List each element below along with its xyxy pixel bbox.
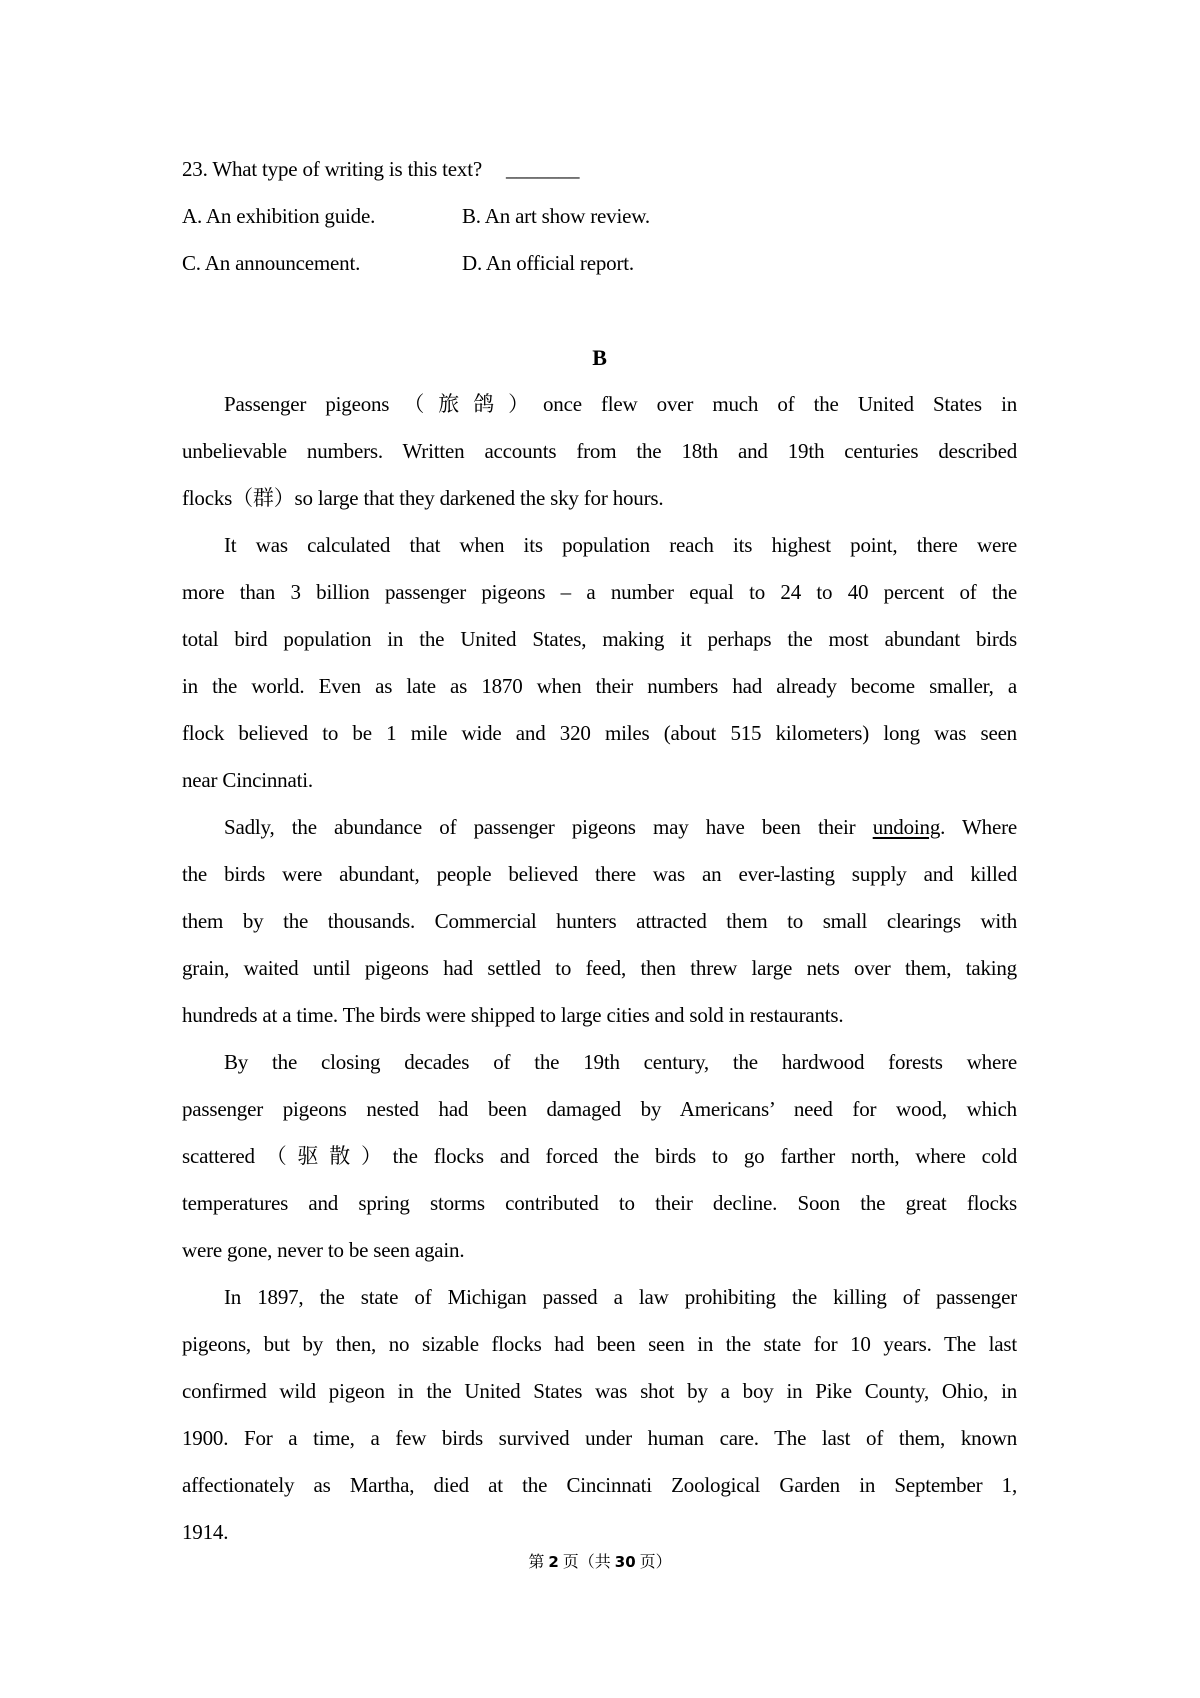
footer-total-pages: 30	[614, 1553, 636, 1571]
passage-line: the birds were abundant, people believed there was an ever-lasting supply and killed	[182, 862, 1017, 886]
question-23-block	[182, 146, 1017, 287]
passage-line: were gone, never to be seen again.	[182, 1238, 465, 1262]
passage-paragraph-5	[182, 1274, 1017, 1556]
passage-line: 1914.	[182, 1520, 229, 1544]
passage-line: Passenger pigeons（旅鸽）once flew over much of the United States in	[224, 392, 1017, 416]
question-stem: 23. What type of writing is this text?	[182, 157, 482, 181]
option-b: B. An art show review.	[462, 204, 650, 228]
passage-line: unbelievable numbers. Written accounts from the 18th and 19th centuries described	[182, 439, 1017, 463]
option-d: D. An official report.	[462, 251, 634, 275]
passage-line: scattered（驱散）the flocks and forced the birds to go farther north, where cold	[182, 1144, 1017, 1168]
passage-line: total bird population in the United States, making it perhaps the most abundant birds	[182, 627, 1017, 651]
passage-line: in the world. Even as late as 1870 when their numbers had already become smaller, a	[182, 674, 1017, 698]
passage-line: them by the thousands. Commercial hunters attracted them to small clearings with	[182, 909, 1017, 933]
option-a: A. An exhibition guide.	[182, 204, 376, 228]
page-content	[182, 146, 1017, 1556]
passage-paragraph-1	[182, 381, 1017, 522]
passage-line: By the closing decades of the 19th century, the hardwood forests where	[224, 1050, 1017, 1074]
passage-line: more than 3 billion passenger pigeons – a number equal to 24 to 40 percent of the	[182, 580, 1017, 604]
passage-text: . Where	[940, 815, 1017, 839]
passage-line: passenger pigeons nested had been damaged by Americans’ need for wood, which	[182, 1097, 1017, 1121]
underlined-word: undoing	[872, 815, 941, 839]
passage-line: confirmed wild pigeon in the United States was shot by a boy in Pike County, Ohio, in	[182, 1379, 1017, 1403]
passage-line: affectionately as Martha, died at the Cincinnati Zoological Garden in September 1,	[182, 1473, 1017, 1497]
question-options	[182, 193, 1017, 287]
passage-text: Sadly, the abundance of passenger pigeons may have been their	[224, 815, 873, 839]
passage-line: In 1897, the state of Michigan passed a law prohibiting the killing of passenger	[224, 1285, 1017, 1309]
passage-line: pigeons, but by then, no sizable flocks had been seen in the state for 10 years. The last	[182, 1332, 1017, 1356]
footer-text: 页）	[635, 1554, 672, 1571]
reading-passage	[182, 381, 1017, 1556]
passage-line: flock believed to be 1 mile wide and 320 miles (about 515 kilometers) long was seen	[182, 721, 1017, 745]
page-footer	[0, 1550, 1200, 1575]
answer-blank: _______	[505, 157, 580, 181]
footer-text: 页（共	[558, 1554, 615, 1571]
passage-line: hundreds at a time. The birds were shipped to large cities and sold in restaurants.	[182, 1003, 844, 1027]
passage-line: temperatures and spring storms contributed to their decline. Soon the great flocks	[182, 1191, 1017, 1215]
passage-paragraph-3	[182, 804, 1017, 1039]
passage-line: It was calculated that when its population reach its highest point, there were	[224, 533, 1017, 557]
passage-line: 1900. For a time, a few birds survived under human care. The last of them, known	[182, 1426, 1017, 1450]
footer-text: 第	[528, 1554, 549, 1571]
passage-section-label: B	[592, 345, 607, 370]
passage-line: flocks（群）so large that they darkened the sky for hours.	[182, 486, 664, 510]
question-stem-line	[182, 146, 1017, 193]
passage-paragraph-4	[182, 1039, 1017, 1274]
passage-line: near Cincinnati.	[182, 768, 313, 792]
footer-page-number: 2	[548, 1553, 559, 1571]
passage-line	[182, 804, 1017, 851]
option-c: C. An announcement.	[182, 251, 361, 275]
passage-paragraph-2	[182, 522, 1017, 804]
passage-line: grain, waited until pigeons had settled to feed, then threw large nets over them, taking	[182, 956, 1017, 980]
